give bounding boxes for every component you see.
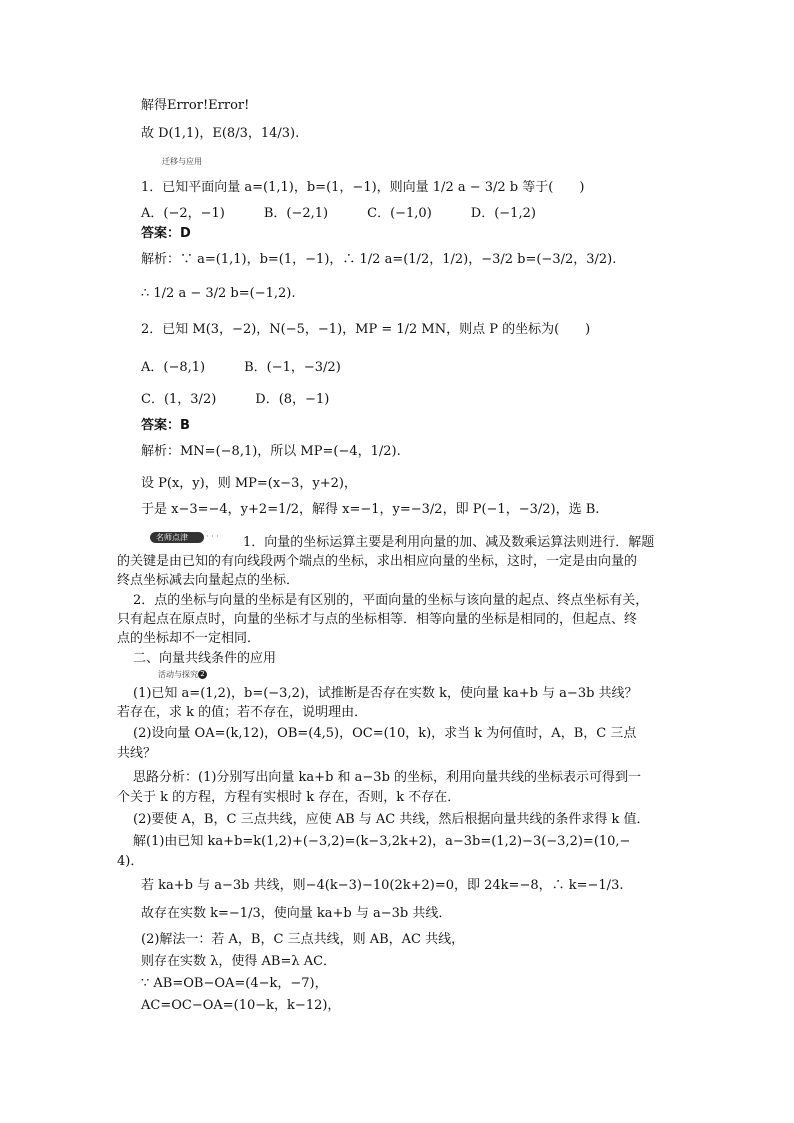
solution-part2-line2: 则存在实数 λ，使得 AB=λ AC． — [141, 954, 337, 969]
solution-part2-method1: (2)解法一：若 A，B，C 三点共线，则 AB，AC 共线， — [141, 932, 465, 947]
analysis-2-line2: 设 P(x，y)，则 MP=(x−3，y+2)， — [141, 476, 357, 491]
solution-part2-line3: ∵ AB=OB−OA=(4−k，−7)， — [141, 976, 328, 991]
note-1-line3: 终点坐标减去向量起点的坐标． — [117, 573, 300, 588]
answer-2: 答案：B — [141, 418, 190, 433]
note-1-line1: 1．向量的坐标运算主要是利用向量的加、减及数乘运算法则进行．解题 — [243, 535, 655, 550]
question-2-options-ab: A．(−8,1) B．(−1，−3/2) — [141, 360, 341, 375]
activity-number-badge: 2 — [198, 670, 207, 679]
question-2-options-cd: C．(1，3/2) D．(8，−1) — [141, 392, 330, 407]
analysis-1: 解析：∵ a=(1,1)，b=(1，−1)，∴ 1/2 a=(1/2，1/2)，−3/2 b=(−3/2，3/2). — [141, 252, 617, 267]
section-heading: 二、向量共线条件的应用 — [133, 651, 277, 666]
note-2-line3: 点的坐标却不一定相同． — [117, 631, 261, 646]
question-1-options: A．(−2，−1) B．(−2,1) C．(−1,0) D．(−1,2) — [141, 206, 536, 221]
section-tag-activity: 活动与探究 2 — [158, 669, 207, 680]
idea-analysis: 思路分析：(1)分别写出向量 ka+b 和 a−3b 的坐标，利用向量共线的坐标表示可得到一 — [133, 770, 642, 785]
problem-part1-line2: 若存在，求 k 的值；若不存在，说明理由． — [117, 705, 368, 720]
analysis-2-line3: 于是 x−3=−4，y+2=1/2，解得 x=−1，y=−3/2，即 P(−1，−3/2)，选 B. — [141, 502, 600, 517]
problem-part2-line2: 共线？ — [117, 746, 157, 761]
mingshi-label: 名师点津 — [150, 532, 204, 543]
note-2-line1: 2．点的坐标与向量的坐标是有区别的，平面向量的坐标与该向量的起点、终点坐标有关， — [133, 593, 649, 608]
analysis-2: 解析：MN=(−8,1)，所以 MP=(−4，1/2). — [141, 444, 401, 459]
note-2-line2: 只有起点在原点时，向量的坐标才与点的坐标相等．相等向量的坐标是相同的，但起点、终 — [117, 612, 638, 627]
question-1: 1．已知平面向量 a=(1,1)，b=(1，−1)，则向量 1/2 a − 3/2 b 等于( ) — [141, 180, 585, 195]
note-1-line2: 的关键是由已知的有向线段两个端点的坐标，求出相应向量的坐标，这时，一定是由向量的 — [117, 554, 638, 569]
solution-part1-conclusion: 故存在实数 k=−1/3，使向量 ka+b 与 a−3b 共线． — [141, 906, 452, 921]
problem-part2: (2)设向量 OA=(k,12)，OB=(4,5)，OC=(10，k)，求当 k 为何值时，A，B，C 三点 — [133, 726, 637, 741]
solution-part1-wrap: 4)． — [117, 854, 144, 869]
answer-1: 答案：D — [141, 226, 191, 241]
mingshi-dots: · · · — [206, 532, 219, 541]
mingshi-tag — [150, 532, 230, 544]
text-line: 故 D(1,1)，E(8/3，14/3). — [141, 126, 300, 141]
solution-part2-line4: AC=OC−OA=(10−k，k−12)， — [141, 998, 341, 1013]
analysis-1-conclusion: ∴ 1/2 a − 3/2 b=(−1,2). — [141, 286, 296, 301]
section-tag-transfer: 迁移与应用 — [162, 157, 202, 166]
idea-analysis-part2: (2)要使 A，B，C 三点共线，应使 AB 与 AC 共线，然后根据向量共线的条件求得 k 值． — [133, 812, 650, 827]
question-2: 2．已知 M(3，−2)，N(−5，−1)，MP = 1/2 MN，则点 P 的坐标为( ) — [141, 322, 591, 337]
idea-analysis-line2: 个关于 k 的方程，方程有实根时 k 存在，否则，k 不存在． — [117, 790, 461, 805]
solution-part1-line2: 若 ka+b 与 a−3b 共线，则−4(k−3)−10(2k+2)=0，即 24k=−8，∴ k=−1/3. — [141, 878, 624, 893]
solution-part1: 解(1)由已知 ka+b=k(1,2)+(−3,2)=(k−3,2k+2)，a−3b=(1,2)−3(−3,2)=(10,− — [133, 834, 631, 849]
text-line: 解得Error!Error! — [141, 98, 250, 113]
problem-part1: (1)已知 a=(1,2)，b=(−3,2)，试推断是否存在实数 k，使向量 ka+b 与 a−3b 共线？ — [133, 686, 638, 701]
